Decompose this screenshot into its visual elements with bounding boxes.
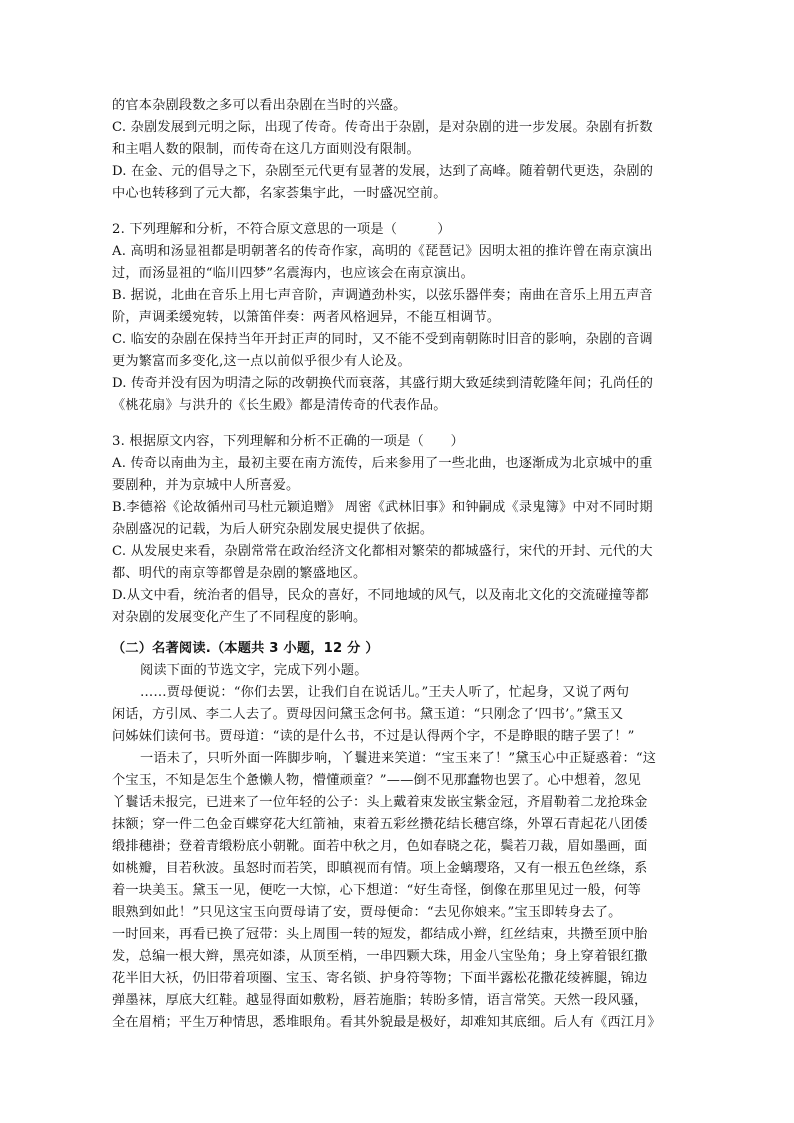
option-c-line-1: C. 杂剧发展到元明之际，出现了传奇。传奇出于杂剧，是对杂剧的进一步发展。杂剧有折数	[112, 120, 653, 135]
passage-line: 问姊妹们读何书。贾母道：“读的是什么书，不过是认得两个字，不是睁眼的瞎子罢了！”	[112, 729, 635, 744]
question-2-stem: 2. 下列理解和分析，不符合原文意思的一项是（ ）	[112, 222, 451, 237]
section-heading: （二）名著阅读.（本题共 3 小题，12 分 ）	[112, 641, 379, 656]
option-d-line-2: 中心也转移到了元大都，名家荟集宇此，一时盛况空前。	[112, 186, 447, 201]
q3-option-b-line-1: B.李德裕《论故循州司马杜元颖追赠》 周密《武林旧事》和钟嗣成《录鬼簿》中对不同时期	[112, 500, 653, 515]
q2-option-b-line-1: B. 据说，北曲在音乐上用七声音阶，声调遒劲朴实，以弦乐器伴奏；南曲在音乐上用五声音	[112, 288, 653, 303]
option-d-line-1: D. 在金、元的倡导之下，杂剧至元代更有显著的发展，达到了高峰。随着朝代更迭，杂剧的	[112, 164, 654, 179]
option-c-line-2: 和主唱人数的限制，而传奇在这几方面则没有限制。	[112, 142, 420, 157]
q2-option-c-line-1: C. 临安的杂剧在保持当年开封正声的同时，又不能不受到南朝陈时旧音的影响，杂剧的音调	[112, 332, 653, 347]
passage-line: ……贾母便说：“你们去罢，让我们自在说话儿。”王夫人听了，忙起身，又说了两句	[140, 685, 630, 700]
passage-line: 着一块美玉。黛玉一见，便吃一大惊，心下想道：“好生奇怪，倒像在那里见过一般，何等	[112, 883, 642, 898]
q3-option-d-line-2: 对杂剧的发展变化产生了不同程度的影响。	[112, 610, 367, 625]
passage-line: 抹额；穿一件二色金百蝶穿花大红箭袖，束着五彩丝攒花结长穗宫绦，外罩石青起花八团倭	[112, 817, 648, 832]
q2-option-a-line-2: 过，而汤显祖的“临川四梦”名震海内，也应该会在南京演出。	[112, 266, 474, 281]
q3-option-a-line-2: 要剧种，并为京城中人所喜爱。	[112, 478, 300, 493]
passage-line: 弹墨袜，厚底大红鞋。越显得面如敷粉，唇若施脂；转盼多情，语言常笑。天然一段风骚，	[112, 993, 648, 1008]
passage-line: 丫鬟话未报完，已进来了一位年轻的公子：头上戴着束发嵌宝紫金冠，齐眉勒着二龙抢珠金	[112, 795, 648, 810]
text-line: 的官本杂剧段数之多可以看出杂剧在当时的兴盛。	[112, 98, 407, 113]
q2-option-a-line-1: A. 高明和汤显祖都是明朝著名的传奇作家，高明的《琵琶记》因明太祖的推许曾在南京演出	[112, 244, 653, 259]
q3-option-b-line-2: 杂剧盛况的记载，为后人研究杂剧发展史提供了依据。	[112, 522, 434, 537]
passage-line: 个宝玉，不知是怎生个惫懒人物，懵懂顽童？”——倒不见那蠢物也罢了。心中想着，忽见	[112, 773, 642, 788]
q2-option-d-line-1: D. 传奇并没有因为明清之际的改朝换代而衰落，其盛行期大致延续到清乾隆年间；孔尚任的	[112, 376, 654, 391]
reading-instruction: 阅读下面的节选文字，完成下列小题。	[140, 663, 368, 678]
q3-option-c-line-1: C. 从发展史来看，杂剧常常在政治经济文化都相对繁荣的都城盛行，宋代的开封、元代的大	[112, 544, 653, 559]
passage-line: 全在眉梢；平生万种情思，悉堆眼角。看其外貌最是极好，却难知其底细。后人有《西江月》	[112, 1015, 661, 1030]
q3-option-c-line-2: 都、明代的南京等都曾是杂剧的繁盛地区。	[112, 566, 367, 581]
q2-option-c-line-2: 更为繁富而多变化,这一点以前似乎很少有人论及。	[112, 354, 411, 369]
q2-option-b-line-2: 阶，声调柔缓宛转，以箫笛伴奏：两者风格迥异，不能互相调节。	[112, 310, 501, 325]
passage-line: 一时回来，再看已换了冠带：头上周围一转的短发，都结成小辫，红丝结束，共攒至顶中胎	[112, 927, 648, 942]
passage-line: 花半旧大袄，仍旧带着项圈、宝玉、寄名锁、护身符等物；下面半露松花撒花绫裤腿，锦边	[112, 971, 648, 986]
passage-line: 发，总编一根大辫，黑亮如漆，从顶至梢，一串四颗大珠，用金八宝坠角；身上穿着银红撒	[112, 949, 648, 964]
q3-option-a-line-1: A. 传奇以南曲为主，最初主要在南方流传，后来参用了一些北曲，也逐渐成为北京城中的重	[112, 456, 653, 471]
question-3-stem: 3. 根据原文内容，下列理解和分析不正确的一项是（ ）	[112, 434, 465, 449]
q3-option-d-line-1: D.从文中看，统治者的倡导，民众的喜好，不同地域的风气，以及南北文化的交流碰撞等都	[112, 588, 649, 603]
passage-line: 如桃瓣，目若秋波。虽怒时而若笑，即瞋视而有情。项上金螭璎珞，又有一根五色丝绦，系	[112, 861, 648, 876]
q2-option-d-line-2: 《桃花扇》与洪升的《长生殿》都是清传奇的代表作品。	[112, 398, 447, 413]
passage-line: 一语未了，只听外面一阵脚步响，丫鬟进来笑道：“宝玉来了！”黛玉心中正疑惑着：“这	[140, 751, 657, 766]
passage-line: 眼熟到如此！”只见这宝玉向贾母请了安，贾母便命：“去见你娘来。”宝玉即转身去了。	[112, 905, 622, 920]
passage-line: 缎排穗褂；登着青缎粉底小朝靴。面若中秋之月，色如春晓之花，鬓若刀裁，眉如墨画，面	[112, 839, 648, 854]
passage-line: 闲话，方引凤、李二人去了。贾母因问黛玉念何书。黛玉道：“只刚念了‘四书’。”黛玉又	[112, 707, 624, 722]
